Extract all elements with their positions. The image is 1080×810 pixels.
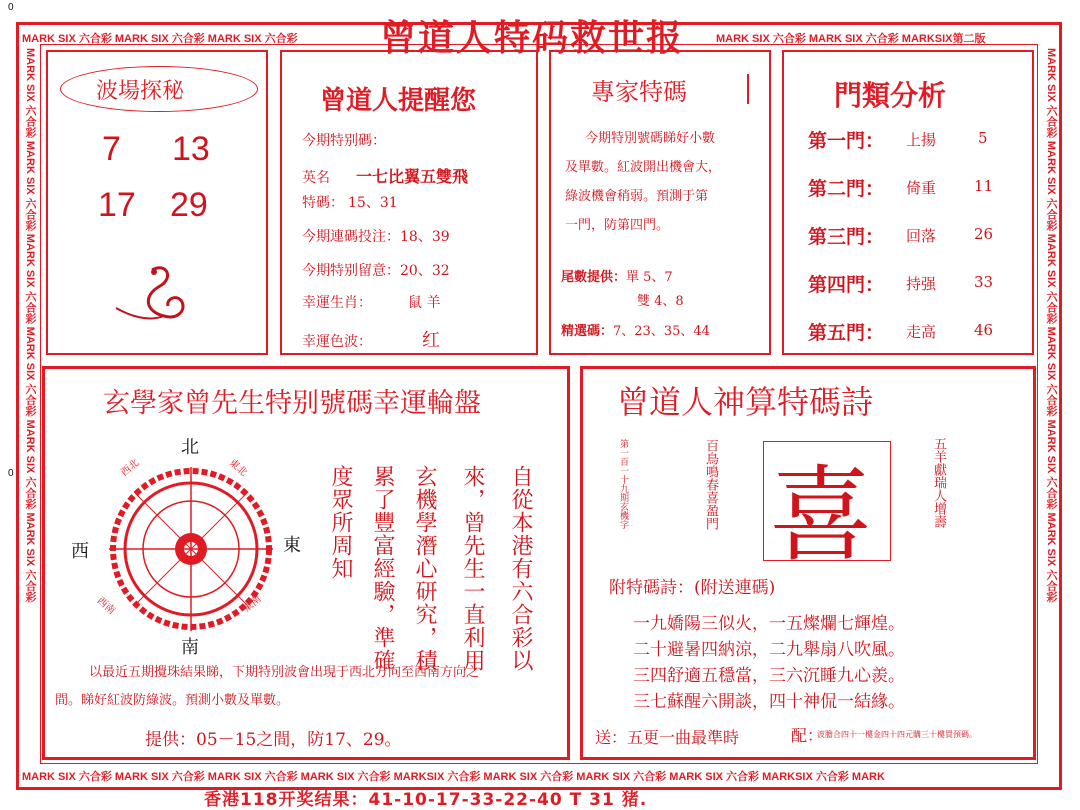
wheel-text-column: 來，曾先生一直利用	[460, 465, 485, 672]
poem-subtitle: 附特碼詩：(附送連碼)	[609, 578, 776, 598]
door-word: 持强	[906, 275, 937, 293]
wheel-paragraph: 以最近五期攪珠結果睇，下期特別波會出現于西北方向至西南方向之	[89, 665, 480, 680]
poem-note-label: 配：	[791, 726, 824, 745]
tail-single: 單 5、7	[626, 270, 673, 285]
expert-body-line: 綠波機會稍弱。預測于第	[565, 189, 709, 204]
wheel-supply: 提供：05－15之間，防17、29。	[145, 730, 402, 750]
wave-number: 17	[98, 186, 136, 224]
wave-number: 7	[102, 130, 121, 168]
door-key: 第二門：	[808, 178, 885, 200]
tail-row	[561, 266, 673, 285]
reminder-row	[302, 292, 440, 312]
door-word: 倚重	[906, 179, 937, 197]
tail-label: 尾數提供：	[561, 270, 627, 285]
door-row	[808, 174, 1018, 201]
reminder-label: 英名	[302, 170, 330, 186]
box-reminder	[280, 50, 538, 355]
reminder-value: 一七比翼五雙飛	[356, 167, 469, 186]
door-num: 5	[978, 129, 988, 147]
compass-northwest: 西北	[119, 457, 142, 479]
poem-mid: 百鳥鳴春喜盈門	[703, 439, 718, 530]
reminder-title: 曾道人提醒您	[320, 86, 477, 116]
door-word: 回落	[906, 227, 937, 245]
door-row	[808, 270, 1018, 297]
expert-body-line: 及單數。紅波開出機會大，	[565, 160, 722, 175]
door-key: 第五門：	[808, 322, 885, 344]
poem-side-right: 五羊獻瑞人增壽	[931, 437, 946, 528]
page-mark-top: 0	[8, 2, 14, 13]
page-mark-mid: 0	[8, 468, 14, 479]
pick-value: 7、23、35、44	[613, 324, 710, 339]
title-bar	[747, 74, 749, 104]
box-poem	[580, 366, 1036, 760]
door-key: 第四門：	[808, 274, 885, 296]
box-door-analysis	[782, 50, 1034, 355]
reminder-label: 今期特别碼：	[302, 133, 386, 149]
border-bottom: MARK SIX 六合彩 MARK SIX 六合彩 MARK SIX 六合彩 MARK SIX 六合彩 MARKSIX 六合彩 MARK SIX 六合彩 MARK SIX 六合彩 MARK SIX 六合彩 MARKSIX 六合彩 MARK	[22, 771, 885, 783]
pick-row	[561, 320, 710, 339]
door-row	[808, 126, 1018, 153]
reminder-label: 幸運生肖：	[302, 295, 372, 311]
border-left: MARK SIX 六合彩 MARK SIX 六合彩 MARK SIX 六合彩 MARK SIX 六合彩 MARK SIX 六合彩 MARK SIX 六合彩	[24, 48, 36, 603]
wheel-text-column: 玄機學潛心研究，積	[412, 465, 437, 672]
poem-line: 三七蘇醒六開談，四十神侃一結緣。	[633, 692, 905, 712]
pick-label: 精選碼：	[561, 324, 614, 339]
reminder-row	[302, 164, 468, 187]
poem-line: 一九嬌陽三似火，一五燦爛七輝煌。	[633, 614, 905, 634]
reminder-value: 15、31	[348, 195, 398, 211]
reminder-row	[302, 226, 450, 246]
door-key: 第三門：	[808, 226, 885, 248]
wheel-text-column: 累了豐富經驗，準確	[370, 465, 395, 672]
box-expert-special	[549, 50, 771, 355]
compass-wheel-icon	[91, 459, 291, 639]
poem-note: 波膽合四十一樓金四十四元購三十樓買預碼。	[817, 730, 977, 739]
poem-send: 送：五更一曲最準時	[595, 728, 740, 747]
reminder-row	[302, 192, 398, 212]
reminder-value: 18、39	[400, 229, 450, 245]
compass-southeast: 東南	[241, 593, 264, 615]
door-num: 46	[974, 321, 994, 339]
reminder-label: 幸運色波：	[302, 334, 372, 350]
wave-number: 13	[172, 130, 210, 168]
wave-number: 29	[170, 186, 208, 224]
expert-title: 專家特碼	[591, 78, 687, 106]
door-word: 走高	[906, 323, 937, 341]
result-footer: 香港118开奖结果：41-10-17-33-22-40 T 31 猪.	[204, 790, 648, 810]
poem-line: 三四舒適五穩當，三六沉睡九心羨。	[633, 666, 905, 686]
poem-title: 曾道人神算特碼詩	[617, 383, 874, 421]
box-wave-secret	[46, 50, 268, 355]
reminder-value: 红	[422, 330, 440, 351]
door-num: 26	[974, 225, 994, 243]
door-num: 33	[974, 273, 994, 291]
compass-south: 南	[181, 637, 199, 658]
box-lucky-wheel	[42, 366, 570, 760]
tail-double: 雙 4、8	[637, 294, 684, 309]
reminder-label: 特碼：	[302, 195, 344, 211]
expert-body-line: 一門，防第四門。	[565, 218, 670, 233]
border-top-left: MARK SIX 六合彩 MARK SIX 六合彩 MARK SIX 六合彩	[22, 33, 298, 45]
border-top-right: MARK SIX 六合彩 MARK SIX 六合彩 MARKSIX第二版	[716, 33, 986, 45]
reminder-row	[302, 326, 440, 352]
door-num: 11	[974, 177, 994, 195]
compass-west: 西	[71, 541, 89, 562]
wheel-paragraph: 間。睇好紅波防綠波。預測小數及單數。	[55, 693, 290, 708]
page-title: 曾道人特码救世报	[380, 18, 685, 59]
door-word: 上揚	[906, 131, 937, 149]
door-row	[808, 222, 1018, 249]
reminder-label: 今期連碼投注：	[302, 229, 400, 245]
wheel-text-column: 度眾所周知	[328, 465, 353, 580]
door-title: 門類分析	[834, 79, 947, 112]
big-character: 喜	[769, 454, 874, 576]
reminder-label: 今期特别留意：	[302, 263, 400, 279]
border-right: MARK SIX 六合彩 MARK SIX 六合彩 MARK SIX 六合彩 MARK SIX 六合彩 MARK SIX 六合彩 MARK SIX 六合彩	[1045, 48, 1057, 603]
wheel-text-column: 自從本港有六合彩以	[508, 465, 533, 672]
compass-north: 北	[181, 437, 199, 458]
reminder-row	[302, 130, 386, 150]
poem-side-left: 第一百一十九期玄機字	[618, 439, 628, 529]
door-row	[808, 318, 1018, 345]
expert-body	[565, 124, 761, 240]
poem-line: 二十避暑四納涼，二九舉扇八吹風。	[633, 640, 905, 660]
reminder-row	[302, 260, 450, 280]
reminder-value: 20、32	[400, 263, 450, 279]
compass-northeast: 東北	[226, 457, 249, 479]
snake-icon	[112, 260, 202, 330]
wave-title: 波場探秘	[96, 79, 185, 104]
compass-east: 東	[283, 535, 301, 556]
reminder-value: 鼠 羊	[408, 295, 441, 311]
expert-body-line: 今期特別號碼睇好小數	[585, 131, 716, 146]
compass-southwest: 西南	[94, 595, 117, 617]
door-key: 第一門：	[808, 130, 885, 152]
wheel-title: 玄學家曾先生特别號碼幸運輪盤	[103, 388, 481, 419]
